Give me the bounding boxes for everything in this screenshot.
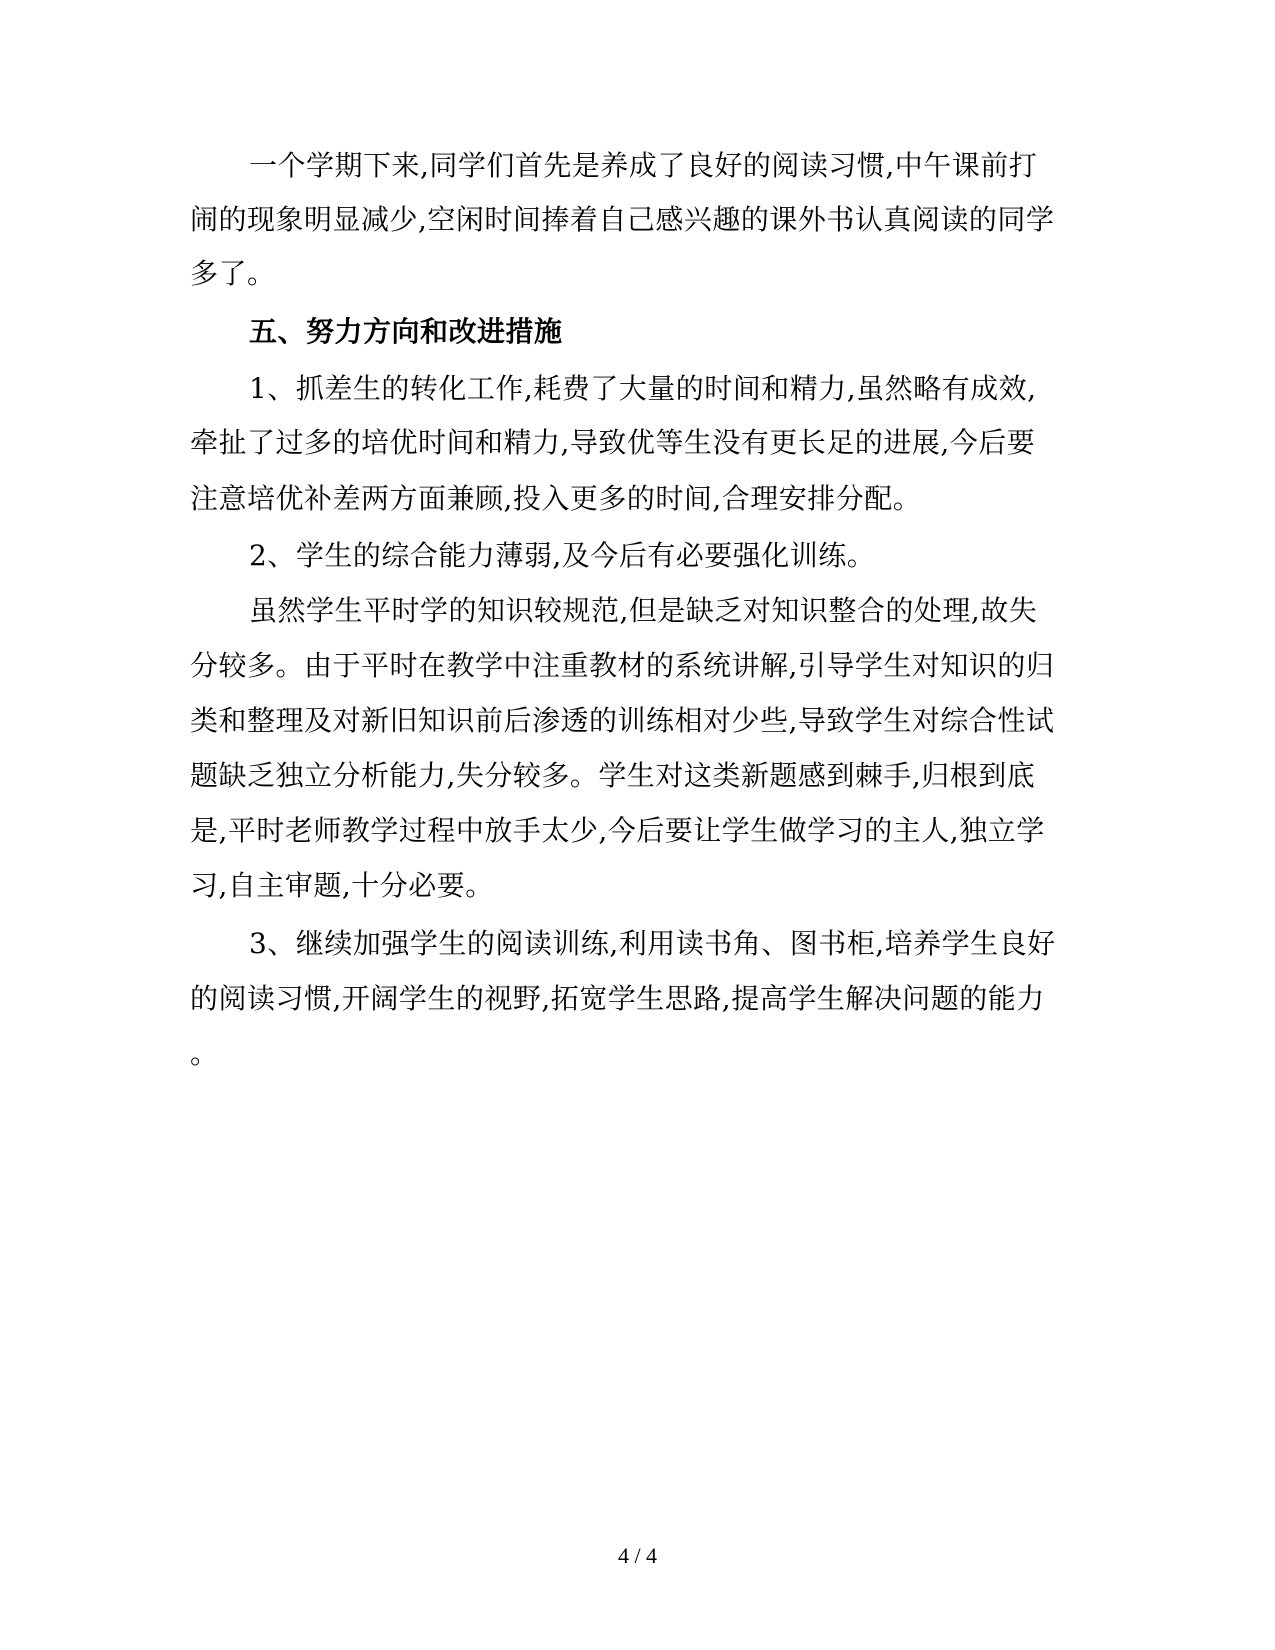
paragraph-4-line-3: 类和整理及对新旧知识前后渗透的训练相对少些,导致学生对综合性试 [190,704,1055,737]
paragraph-1-line-2: 闹的现象明显减少,空闲时间捧着自己感兴趣的课外书认真阅读的同学 [190,203,1055,236]
paragraph-4-line-4: 题缺乏独立分析能力,失分较多。学生对这类新题感到棘手,归根到底 [190,759,1036,792]
paragraph-5-line-1: 3、继续加强学生的阅读训练,利用读书角、图书柜,培养学生良好 [249,927,1056,960]
paragraph-1-line-1: 一个学期下来,同学们首先是养成了良好的阅读习惯,中午课前打 [249,149,1038,182]
paragraph-4-line-6: 习,自主审题,十分必要。 [190,869,494,902]
paragraph-3-line-1: 2、学生的综合能力薄弱,及今后有必要强化训练。 [249,539,876,572]
paragraph-4-line-1: 虽然学生平时学的知识较规范,但是缺乏对知识整合的处理,故失 [249,594,1038,627]
paragraph-5-line-3: 。 [190,1037,219,1070]
paragraph-2-line-1: 1、抓差生的转化工作,耗费了大量的时间和精力,虽然略有成效, [249,372,1037,405]
paragraph-1-line-3: 多了。 [190,257,276,290]
section-heading: 五、努力方向和改进措施 [249,315,563,348]
paragraph-5-line-2: 的阅读习惯,开阔学生的视野,拓宽学生思路,提高学生解决问题的能力 [190,982,1045,1015]
paragraph-2-line-2: 牵扯了过多的培优时间和精力,导致优等生没有更长足的进展,今后要 [190,426,1036,459]
paragraph-4-line-5: 是,平时老师教学过程中放手太少,今后要让学生做学习的主人,独立学 [190,814,1045,847]
paragraph-4-line-2: 分较多。由于平时在教学中注重教材的系统讲解,引导学生对知识的归 [190,649,1055,682]
page-number: 4 / 4 [617,1543,658,1568]
paragraph-2-line-3: 注意培优补差两方面兼顾,投入更多的时间,合理安排分配。 [190,482,922,515]
